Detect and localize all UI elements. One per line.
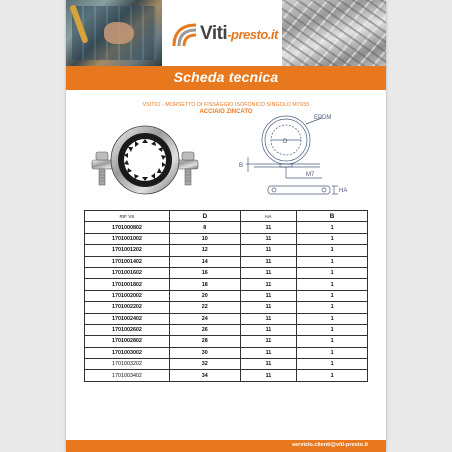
pipe-clamp-photo xyxy=(84,116,206,200)
cell-b: 1 xyxy=(297,347,368,358)
col-header-ha: HA xyxy=(240,211,297,222)
cell-d: 32 xyxy=(169,359,240,370)
table-row xyxy=(85,313,368,324)
table-row xyxy=(85,222,368,233)
cell-d: 8 xyxy=(169,222,240,233)
cell-ha: 11 xyxy=(240,313,297,324)
cell-ha: 11 xyxy=(240,245,297,256)
col-header-b: B xyxy=(297,211,368,222)
cell-ha: 11 xyxy=(240,359,297,370)
cell-b: 1 xyxy=(297,222,368,233)
epdm-label: EPDM xyxy=(314,115,332,121)
cell-ref: 1701001602 xyxy=(85,267,170,278)
cell-b: 1 xyxy=(297,302,368,313)
cell-d: 20 xyxy=(169,290,240,301)
table-row xyxy=(85,302,368,313)
cell-b: 1 xyxy=(297,267,368,278)
cell-ref: 1701002402 xyxy=(85,313,170,324)
cell-ref: 1701001002 xyxy=(85,233,170,244)
table-row xyxy=(85,347,368,358)
brand-main-text: Viti xyxy=(200,23,228,44)
brand-name xyxy=(200,23,278,45)
cell-b: 1 xyxy=(297,290,368,301)
cell-d: 34 xyxy=(169,370,240,381)
table-row xyxy=(85,279,368,290)
table-row xyxy=(85,233,368,244)
cell-d: 12 xyxy=(169,245,240,256)
cell-ref: 1701003402 xyxy=(85,370,170,381)
cell-ha: 11 xyxy=(240,222,297,233)
m7-label: M7 xyxy=(306,172,315,178)
col-header-d: D xyxy=(169,211,240,222)
table-row xyxy=(85,245,368,256)
b-label: B xyxy=(239,163,244,169)
header-banner xyxy=(66,0,386,66)
cell-ref: 1701001802 xyxy=(85,279,170,290)
cell-d: 14 xyxy=(169,256,240,267)
logo-swoosh-icon xyxy=(172,22,198,48)
cell-b: 1 xyxy=(297,279,368,290)
col-header-ref: RIF VS xyxy=(85,211,170,222)
cell-ref: 1701003002 xyxy=(85,347,170,358)
cell-ha: 11 xyxy=(240,302,297,313)
cell-b: 1 xyxy=(297,245,368,256)
cell-b: 1 xyxy=(297,370,368,381)
cell-ref: 1701002202 xyxy=(85,302,170,313)
datasheet-page xyxy=(66,0,386,452)
cell-ref: 1701002002 xyxy=(85,290,170,301)
cell-d: 28 xyxy=(169,336,240,347)
cell-ref: 1701002602 xyxy=(85,324,170,335)
table-header-row xyxy=(85,211,368,222)
cell-ha: 11 xyxy=(240,233,297,244)
footer-bar xyxy=(66,440,386,452)
tools-photo xyxy=(66,0,162,66)
title-bar xyxy=(66,66,386,90)
cell-d: 16 xyxy=(169,267,240,278)
d-label: D xyxy=(283,139,288,145)
cell-b: 1 xyxy=(297,233,368,244)
cell-ref: 1701001202 xyxy=(85,245,170,256)
cell-d: 22 xyxy=(169,302,240,313)
table-row xyxy=(85,336,368,347)
table-row xyxy=(85,324,368,335)
brand-suffix-text: -presto.it xyxy=(227,27,278,42)
cell-ha: 11 xyxy=(240,256,297,267)
cell-b: 1 xyxy=(297,256,368,267)
cell-b: 1 xyxy=(297,313,368,324)
cell-ha: 11 xyxy=(240,267,297,278)
cell-d: 18 xyxy=(169,279,240,290)
product-name: VSIT01 - MORSETTO DI FISSAGGIO ISOFONICO SINGOLO M7X55 xyxy=(142,102,310,108)
cell-d: 24 xyxy=(169,313,240,324)
technical-drawing xyxy=(234,112,374,204)
cell-ha: 11 xyxy=(240,336,297,347)
cell-ha: 11 xyxy=(240,290,297,301)
cell-ref: 1701003202 xyxy=(85,359,170,370)
cell-ha: 11 xyxy=(240,324,297,335)
cell-b: 1 xyxy=(297,336,368,347)
cell-ref: 1701000802 xyxy=(85,222,170,233)
cell-ha: 11 xyxy=(240,279,297,290)
table-row xyxy=(85,267,368,278)
brand-logo xyxy=(162,0,282,66)
table-row xyxy=(85,370,368,381)
cell-d: 30 xyxy=(169,347,240,358)
cell-ref: 1701001402 xyxy=(85,256,170,267)
cell-ha: 11 xyxy=(240,347,297,358)
cell-b: 1 xyxy=(297,324,368,335)
cell-d: 10 xyxy=(169,233,240,244)
cell-ref: 1701002802 xyxy=(85,336,170,347)
product-material: ACCIAIO ZINCATO xyxy=(199,109,253,115)
spec-table xyxy=(84,210,368,382)
contact-email-link[interactable]: servizio.clienti@viti-presto.it xyxy=(291,442,368,448)
table-row xyxy=(85,256,368,267)
table-row xyxy=(85,290,368,301)
page-title: Scheda tecnica xyxy=(173,69,279,85)
cell-ha: 11 xyxy=(240,370,297,381)
table-row xyxy=(85,359,368,370)
cell-d: 26 xyxy=(169,324,240,335)
ha-label: HA xyxy=(339,188,348,194)
cell-b: 1 xyxy=(297,359,368,370)
screws-photo xyxy=(282,0,386,66)
